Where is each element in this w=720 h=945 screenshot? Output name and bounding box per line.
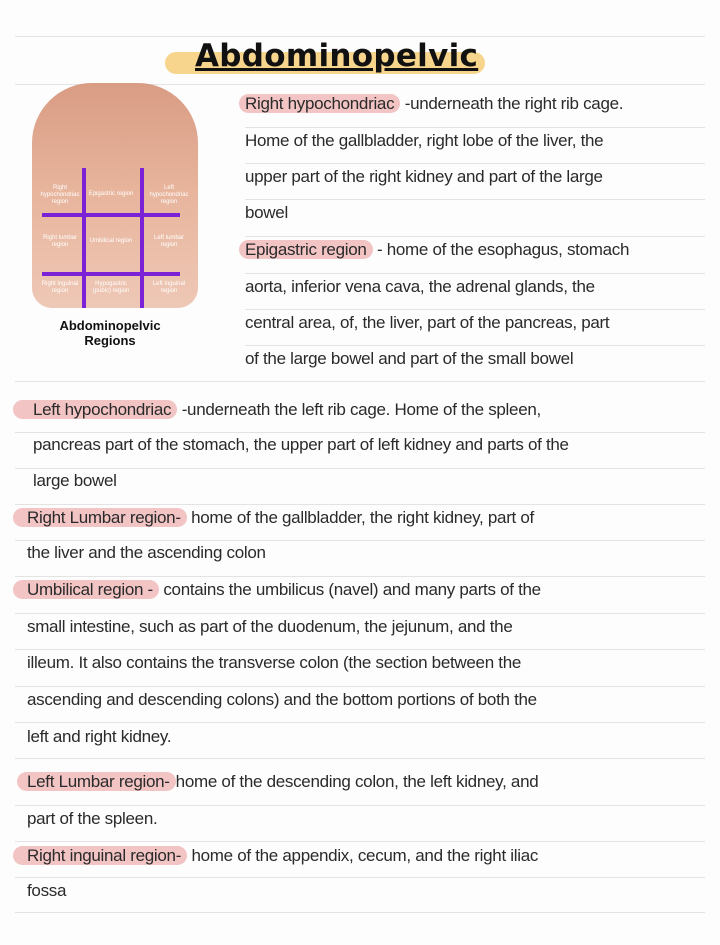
note-line — [33, 400, 541, 420]
note-line: illeum. It also contains the transverse colon (the section between the — [27, 653, 522, 672]
ruled-line — [15, 381, 705, 382]
note-line: the liver and the ascending colon — [27, 543, 266, 562]
grid-line — [140, 168, 144, 308]
ruled-line — [15, 613, 705, 614]
region-label: Left hypochondriac region — [149, 185, 189, 205]
note-line — [27, 772, 538, 792]
term-highlight: Epigastric region — [239, 240, 373, 259]
ruled-line — [15, 649, 705, 650]
note-line: bowel — [245, 203, 288, 222]
term-highlight: Right Lumbar region- — [13, 508, 187, 527]
note-text: - home of the esophagus, stomach — [372, 240, 630, 259]
region-label: Epigastric region — [88, 191, 134, 197]
term-highlight: Left Lumbar region- — [17, 772, 176, 791]
ruled-line — [15, 686, 705, 687]
note-text: home of the appendix, cecum, and the right iliac — [187, 846, 539, 865]
note-text: -underneath the left rib cage. Home of the spleen, — [177, 400, 541, 419]
note-line — [27, 508, 534, 528]
note-line: large bowel — [33, 471, 117, 490]
note-text: -underneath the right rib cage. — [400, 94, 624, 113]
note-text: home of the descending colon, the left kidney, and — [175, 772, 539, 791]
note-line: left and right kidney. — [27, 727, 172, 746]
caption-line: Regions — [84, 333, 136, 348]
ruled-line — [15, 722, 705, 723]
note-line: fossa — [27, 881, 67, 900]
region-label: Right inguinal region — [41, 281, 79, 294]
note-line: ascending and descending colons) and the bottom portions of both the — [27, 690, 537, 709]
grid-line — [42, 213, 180, 217]
ruled-line — [15, 36, 705, 37]
grid-line — [42, 272, 180, 276]
term-highlight: Right hypochondriac — [239, 94, 400, 113]
ruled-line — [245, 199, 705, 200]
term-highlight: Left hypochondriac — [13, 400, 177, 419]
ruled-line — [15, 877, 705, 878]
caption-line: Abdominopelvic — [59, 318, 161, 333]
note-line: Home of the gallbladder, right lobe of the liver, the — [245, 131, 604, 150]
ruled-line — [15, 576, 705, 577]
region-label: Right hypochondriac region — [40, 185, 80, 205]
ruled-line — [15, 432, 705, 433]
note-line: part of the spleen. — [27, 809, 158, 828]
ruled-line — [245, 163, 705, 164]
term-highlight: Right inguinal region- — [13, 846, 187, 865]
diagram-caption — [30, 318, 190, 348]
region-label: Hypogastric (pubic) region — [92, 281, 130, 294]
region-label: Umbilical region — [89, 238, 133, 244]
note-line: aorta, inferior vena cava, the adrenal glands, the — [245, 277, 595, 296]
ruled-line — [245, 273, 705, 274]
ruled-line — [245, 345, 705, 346]
note-text: home of the gallbladder, the right kidney, part of — [186, 508, 534, 527]
page-title: Abdominopelvic — [195, 38, 479, 74]
ruled-line — [15, 468, 705, 469]
ruled-line — [15, 841, 705, 842]
ruled-line — [15, 758, 705, 759]
ruled-line — [245, 309, 705, 310]
note-line: small intestine, such as part of the duodenum, the jejunum, and the — [27, 617, 513, 636]
note-line — [27, 580, 541, 600]
region-label: Left lumbar region — [153, 235, 184, 248]
ruled-line — [245, 127, 705, 128]
term-highlight: Umbilical region - — [13, 580, 159, 599]
note-line — [245, 94, 623, 114]
region-label: Right lumbar region — [42, 235, 77, 248]
note-line: upper part of the right kidney and part of the large — [245, 167, 603, 186]
region-label: Left inguinal region — [152, 281, 186, 294]
note-line: central area, of, the liver, part of the pancreas, part — [245, 313, 610, 332]
ruled-line — [15, 504, 705, 505]
note-line: of the large bowel and part of the small bowel — [245, 349, 574, 368]
note-line — [27, 846, 538, 866]
note-line: pancreas part of the stomach, the upper part of left kidney and parts of the — [33, 435, 569, 454]
note-text: contains the umbilicus (navel) and many parts of the — [158, 580, 541, 599]
ruled-line — [15, 540, 705, 541]
ruled-line — [245, 236, 705, 237]
note-line — [245, 240, 629, 260]
ruled-line — [15, 912, 705, 913]
ruled-line — [15, 805, 705, 806]
abdominopelvic-regions-diagram — [22, 83, 208, 313]
